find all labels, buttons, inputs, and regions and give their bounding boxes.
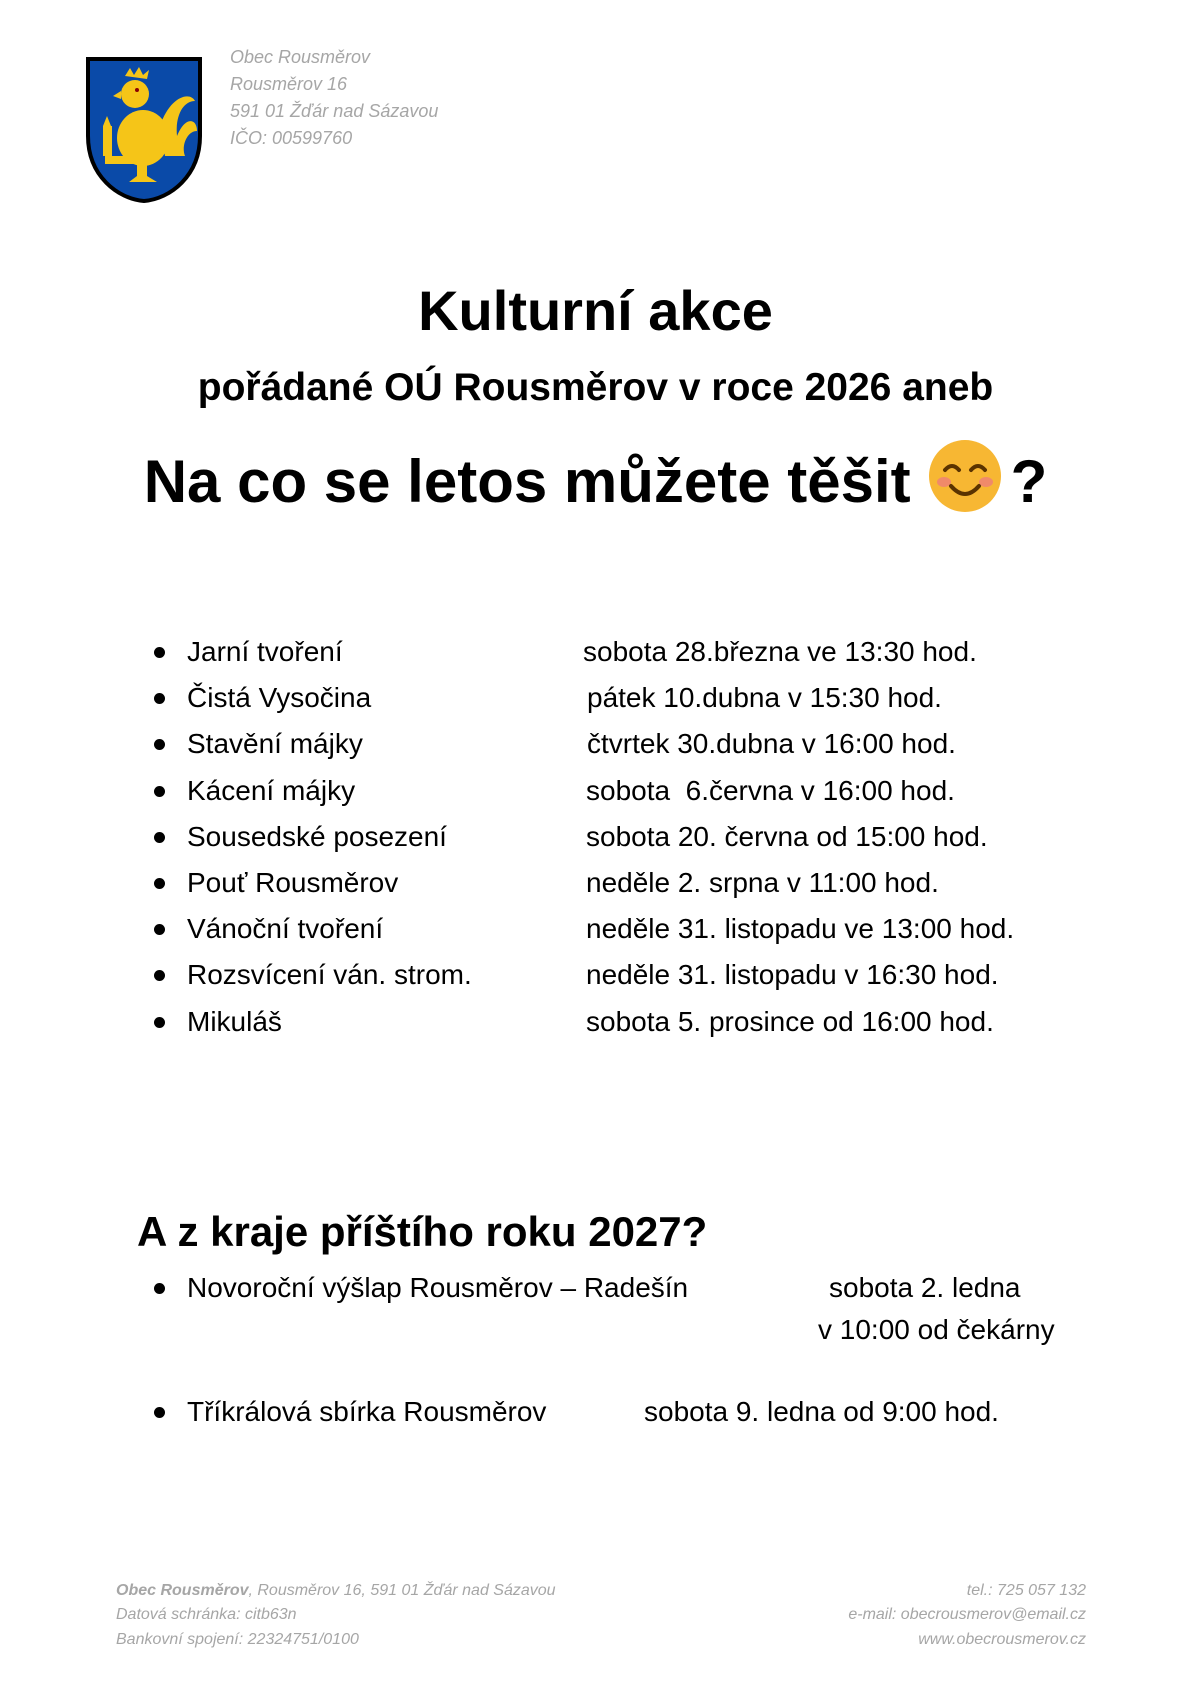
event-name: Jarní tvoření bbox=[187, 636, 343, 667]
event-name: Kácení májky bbox=[187, 774, 356, 806]
event-date: pátek 10.dubna v 15:30 hod. bbox=[587, 682, 942, 714]
event-date: sobota 5. prosince od 16:00 hod. bbox=[586, 1005, 994, 1037]
bullet-icon bbox=[154, 970, 165, 981]
next-year-heading: A z kraje příštího roku 2027? bbox=[137, 1208, 708, 1255]
footer-address-text: , Rousměrov 16, 591 01 Žďár nad Sázavou bbox=[248, 1582, 556, 1599]
bullet-icon bbox=[154, 786, 165, 797]
header-org: Obec Rousměrov bbox=[230, 47, 371, 67]
event-date: sobota 28.března ve 13:30 hod. bbox=[583, 636, 977, 667]
footer-address bbox=[116, 1582, 556, 1600]
bullet-icon bbox=[154, 878, 165, 889]
event-name: Rozsvícení ván. strom. bbox=[187, 959, 472, 991]
event-date: sobota 2. ledna bbox=[829, 1272, 1021, 1303]
footer-email: e-mail: obecrousmerov@email.cz bbox=[848, 1606, 1086, 1623]
smiling-face-emoji-icon bbox=[929, 440, 1001, 512]
event-name: Tříkrálová sbírka Rousměrov bbox=[187, 1396, 547, 1427]
bullet-icon bbox=[154, 693, 165, 704]
bullet-icon bbox=[154, 647, 165, 658]
footer-org: Obec Rousměrov bbox=[116, 1582, 249, 1599]
event-date: sobota 9. ledna od 9:00 hod. bbox=[644, 1396, 999, 1427]
footer-bank: Bankovní spojení: 22324751/0100 bbox=[116, 1631, 359, 1648]
bullet-icon bbox=[154, 739, 165, 750]
bullet-icon bbox=[154, 1283, 165, 1294]
event-date-detail: v 10:00 od čekárny bbox=[818, 1314, 1055, 1345]
footer-data-box: Datová schránka: citb63n bbox=[116, 1606, 297, 1623]
coat-of-arms-logo bbox=[85, 56, 203, 204]
bullet-icon bbox=[154, 1407, 165, 1418]
bullet-icon bbox=[154, 832, 165, 843]
event-date: neděle 31. listopadu ve 13:00 hod. bbox=[586, 913, 1015, 945]
event-date: sobota 6.června v 16:00 hod. bbox=[586, 774, 955, 806]
event-date: čtvrtek 30.dubna v 16:00 hod. bbox=[587, 728, 956, 760]
footer-web: www.obecrousmerov.cz bbox=[918, 1631, 1086, 1648]
tagline bbox=[0, 440, 1191, 516]
event-name: Pouť Rousměrov bbox=[187, 867, 399, 898]
event-name: Sousedské posezení bbox=[187, 820, 447, 852]
page-title: Kulturní akce bbox=[418, 279, 773, 342]
event-name: Vánoční tvoření bbox=[187, 913, 384, 945]
event-date: neděle 31. listopadu v 16:30 hod. bbox=[586, 959, 999, 991]
page-subtitle: pořádané OÚ Rousměrov v roce 2026 aneb bbox=[197, 366, 994, 409]
tagline-question: ? bbox=[1010, 448, 1048, 515]
event-name: Stavění májky bbox=[187, 728, 363, 760]
event-date: sobota 20. června od 15:00 hod. bbox=[586, 820, 988, 852]
bullet-icon bbox=[154, 924, 165, 935]
event-name: Novoroční výšlap Rousměrov – Radešín bbox=[187, 1272, 689, 1303]
event-name: Čistá Vysočina bbox=[187, 682, 372, 714]
event-name: Mikuláš bbox=[187, 1005, 282, 1037]
tagline-text: Na co se letos můžete těšit bbox=[143, 448, 911, 515]
header-ico: IČO: 00599760 bbox=[230, 128, 353, 148]
bullet-icon bbox=[154, 1017, 165, 1028]
event-date: neděle 2. srpna v 11:00 hod. bbox=[586, 867, 939, 898]
footer-phone: tel.: 725 057 132 bbox=[966, 1582, 1086, 1599]
header-city: 591 01 Žďár nad Sázavou bbox=[230, 101, 439, 121]
header-street: Rousměrov 16 bbox=[230, 74, 348, 94]
